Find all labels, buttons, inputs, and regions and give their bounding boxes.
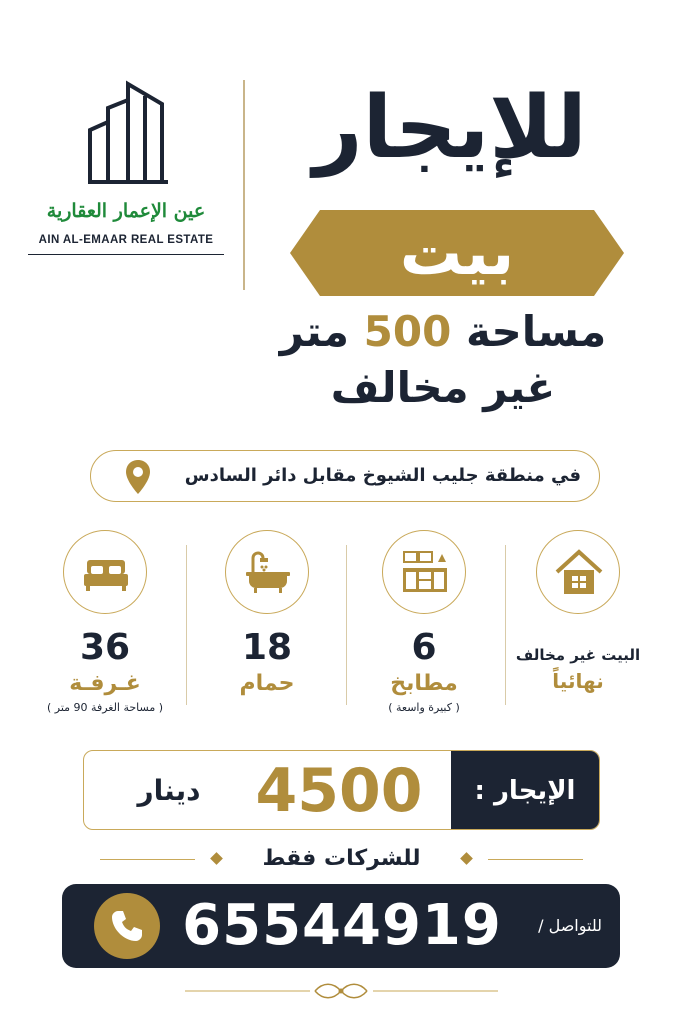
- area-prefix: مساحة: [465, 307, 607, 356]
- contact-label: للتواصل /: [538, 916, 602, 935]
- brand-name-english: AIN AL-EMAAR REAL ESTATE: [28, 234, 224, 255]
- area-line: [248, 304, 638, 360]
- property-type-banner: [290, 210, 624, 296]
- status-icon-circle: [536, 530, 620, 614]
- decorative-rule: [488, 859, 583, 860]
- kitchens-label: مطابخ: [390, 671, 458, 696]
- status-subtitle: نهائياً: [552, 669, 604, 693]
- feature-kitchens: [344, 530, 504, 718]
- bathrooms-icon-circle: [225, 530, 309, 614]
- feature-status: [498, 530, 658, 696]
- rooms-count: 36: [79, 627, 131, 668]
- headline-for-rent: للإيجار: [313, 78, 587, 178]
- bathrooms-count: 18: [241, 627, 293, 668]
- feature-rooms: [25, 530, 185, 718]
- house-icon: [554, 548, 604, 598]
- rooms-note: ( مساحة الغرفة 90 متر ): [46, 701, 164, 714]
- bathtub-icon: [243, 548, 293, 598]
- bathrooms-label: حمام: [239, 671, 295, 696]
- companies-only-note: للشركات فقط: [262, 846, 421, 871]
- feature-bathrooms: [187, 530, 347, 698]
- rooms-label: غـرفـة: [69, 671, 141, 696]
- phone-number[interactable]: 65544919: [182, 893, 502, 958]
- brand-name-arabic: عين الإعمار العقارية: [46, 200, 206, 222]
- phone-icon: [109, 908, 145, 944]
- building-logo-icon: [88, 78, 168, 184]
- rent-currency: دينار: [137, 774, 201, 807]
- location-text: في منطقة جليب الشيوخ مقابل دائر السادس: [184, 465, 581, 486]
- location-pill: [90, 450, 600, 502]
- bed-icon: [81, 548, 131, 598]
- rent-amount: 4500: [255, 756, 423, 826]
- property-type-label: بيت: [399, 216, 515, 289]
- kitchens-note: ( كبيرة واسعة ): [388, 701, 460, 714]
- ornament-divider: [185, 978, 498, 1004]
- area-unit: متر: [279, 307, 350, 356]
- rooms-icon-circle: [63, 530, 147, 614]
- kitchens-icon-circle: [382, 530, 466, 614]
- area-value: 500: [363, 307, 452, 356]
- kitchen-icon: [400, 548, 450, 598]
- kitchens-count: 6: [411, 627, 437, 668]
- companies-only-row: [100, 842, 583, 876]
- brand-logo: [26, 78, 226, 268]
- rent-label: الإيجار :: [474, 776, 576, 806]
- rent-price-box: [83, 750, 600, 830]
- map-pin-icon: [125, 459, 151, 495]
- phone-icon-circle[interactable]: [94, 893, 160, 959]
- contact-bar: [62, 884, 620, 968]
- legal-status: غير مخالف: [330, 363, 556, 412]
- status-title: البيت غير مخالف: [515, 646, 641, 664]
- vertical-divider: [243, 80, 245, 290]
